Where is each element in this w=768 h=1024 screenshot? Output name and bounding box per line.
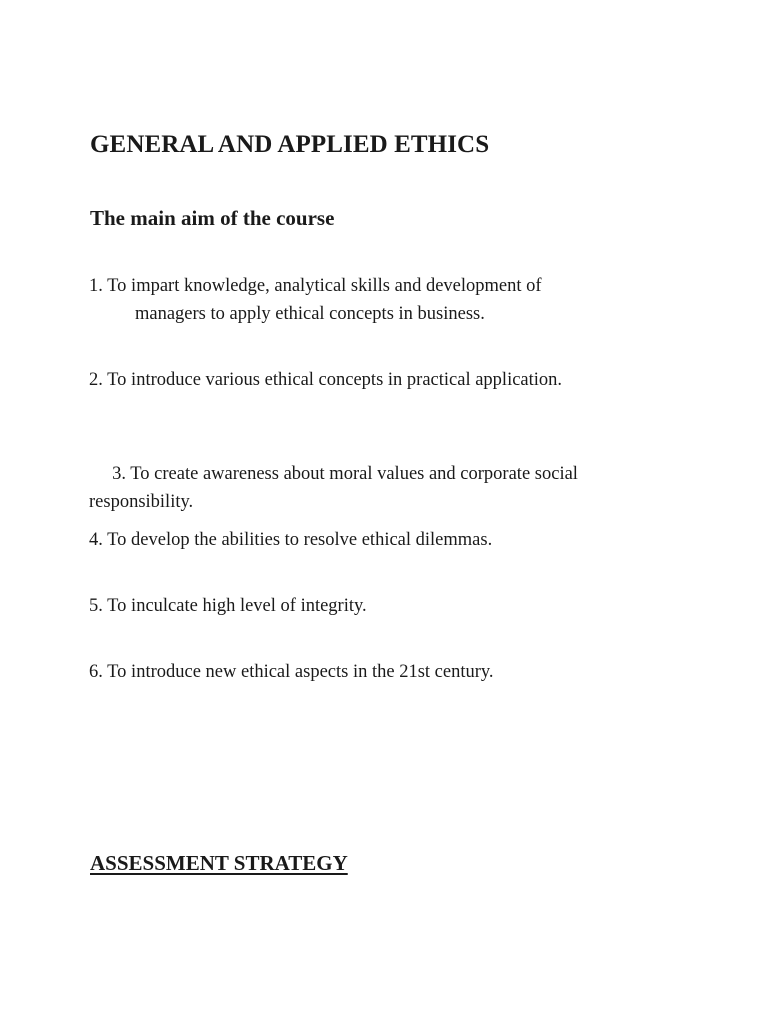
aim-item-1 [89, 272, 542, 328]
aim-item-1-line-1: 1. To impart knowledge, analytical skills and development of [89, 276, 542, 296]
aim-item-4 [89, 526, 492, 554]
aim-item-3-line-1: 3. To create awareness about moral values and corporate social [107, 464, 578, 484]
aim-item-2 [89, 366, 562, 394]
aim-item-2-line-1: 2. To introduce various ethical concepts in practical application. [89, 370, 563, 390]
course-aim-heading: The main aim of the course [90, 206, 335, 230]
aim-item-5 [89, 592, 367, 620]
assessment-strategy-heading: ASSESSMENT STRATEGY [90, 851, 348, 875]
aim-item-3-line-2: responsibility. [89, 492, 194, 512]
aim-item-5-line-1: 5. To inculcate high level of integrity. [89, 596, 367, 616]
document-title: GENERAL AND APPLIED ETHICS [90, 131, 490, 158]
aim-item-6-line-1: 6. To introduce new ethical aspects in the 21st century. [89, 662, 494, 682]
aim-item-4-line-1: 4. To develop the abilities to resolve ethical dilemmas. [89, 530, 493, 550]
aim-item-6 [89, 658, 494, 686]
aim-item-1-line-2: managers to apply ethical concepts in business. [135, 304, 485, 324]
